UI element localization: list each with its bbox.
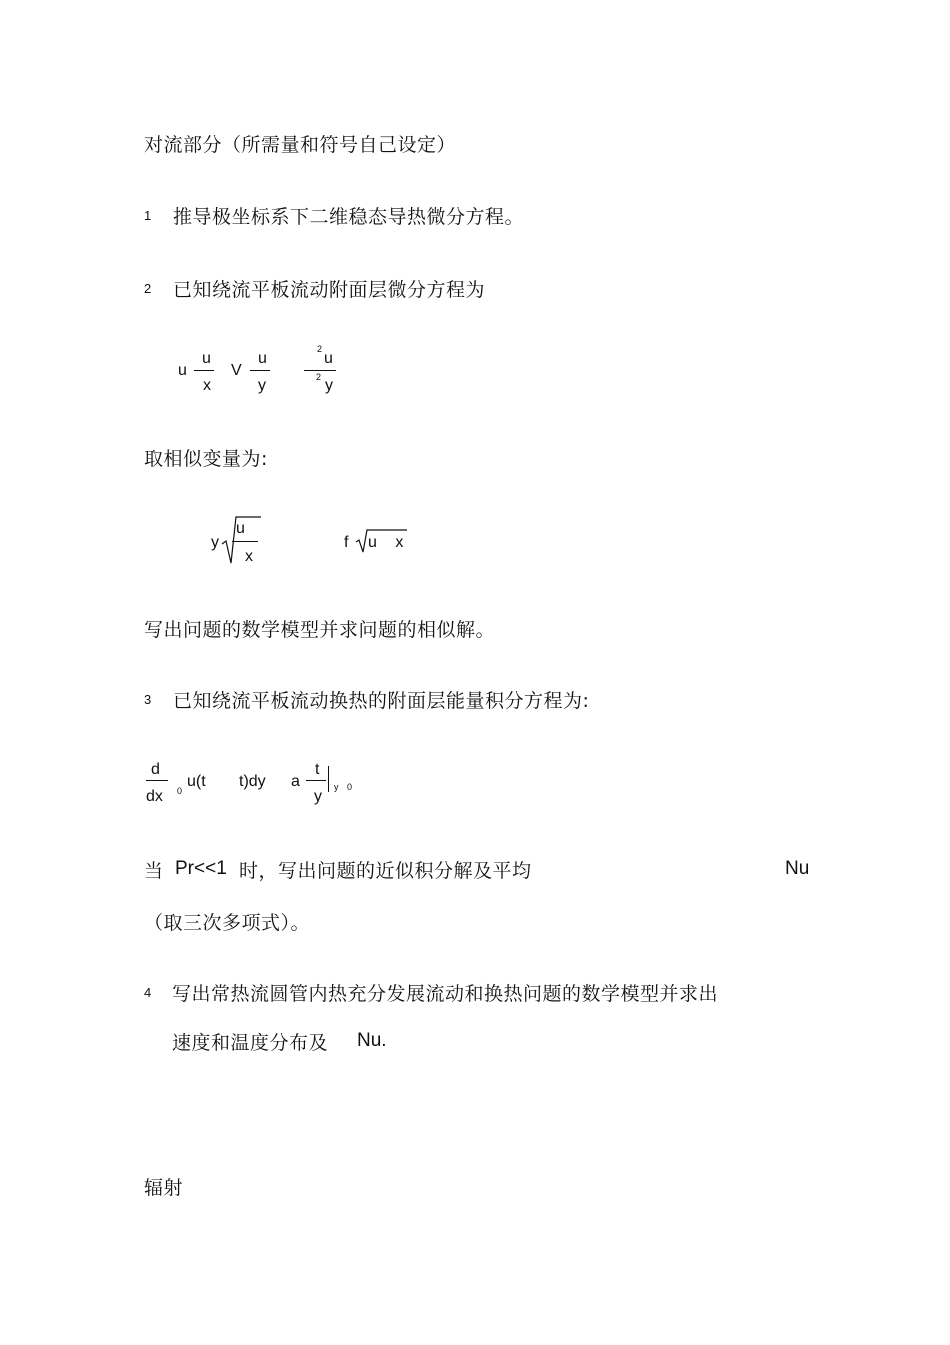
- eq-frac2-den: y: [258, 377, 266, 394]
- eq-frac3-den: y: [325, 377, 333, 394]
- sim-rad-num: u: [236, 520, 245, 537]
- eq3-lower-limit: 0: [177, 786, 183, 796]
- eq3-mid2: t)dy: [239, 773, 266, 790]
- q3-number: 3: [144, 692, 152, 707]
- sim-y: y: [211, 534, 219, 551]
- q4-line2: 速度和温度分布及: [172, 1032, 329, 1054]
- sim-f: f: [344, 534, 349, 551]
- q3-text: 已知绕流平板流动换热的附面层能量积分方程为:: [173, 690, 590, 712]
- q2-task: 写出问题的数学模型并求问题的相似解。: [144, 619, 496, 641]
- eq-u: u: [178, 362, 187, 379]
- eq-frac1-den: x: [203, 377, 211, 394]
- q1-number: 1: [144, 208, 152, 223]
- eq-frac3-exp-bot: 2: [316, 372, 322, 382]
- eq-frac2-bar: [250, 370, 270, 371]
- q1-text: 推导极坐标系下二维稳态导热微分方程。: [173, 206, 525, 228]
- eq3-a: a: [291, 773, 300, 790]
- eq3-eval-bar: [328, 766, 329, 792]
- eq3-d-den: dx: [146, 788, 163, 805]
- q4-text: 写出常热流圆管内热充分发展流动和换热问题的数学模型并求出: [172, 983, 719, 1005]
- sim-rad-bar: [232, 541, 258, 542]
- q3-cond-text: 时，写出问题的近似积分解及平均: [239, 860, 532, 882]
- q2-text: 已知绕流平板流动附面层微分方程为: [173, 279, 486, 301]
- eq-frac3-exp-top: 2: [317, 344, 323, 354]
- q4-nu: Nu.: [357, 1030, 387, 1051]
- q4-number: 4: [144, 985, 152, 1000]
- q3-cond-pr: Pr<<1: [175, 858, 227, 879]
- q2-number: 2: [144, 281, 152, 296]
- eq3-d-bar: [146, 780, 168, 781]
- sim-rad2: u x: [368, 534, 404, 551]
- q3-cond-line2: （取三次多项式）。: [144, 912, 311, 934]
- q3-cond-prefix: 当: [144, 860, 164, 882]
- eq3-eval: y 0: [334, 782, 353, 792]
- eq-frac1-num: u: [202, 350, 211, 367]
- eq-frac1-bar: [194, 370, 214, 371]
- eq3-mid: u(t: [187, 773, 206, 790]
- eq-frac2-num: u: [258, 350, 267, 367]
- eq-frac3-num: u: [324, 350, 333, 367]
- eq3-t-den: y: [314, 788, 322, 805]
- sim-rad-den: x: [245, 548, 253, 565]
- eq3-d-num: d: [151, 761, 160, 778]
- section-heading-radiation: 辐射: [144, 1177, 184, 1199]
- eq-frac3-bar: [304, 370, 336, 371]
- q3-nu: Nu: [785, 858, 810, 879]
- similarity-label: 取相似变量为:: [144, 448, 268, 470]
- eq3-t-bar: [306, 780, 326, 781]
- eq-v: V: [231, 362, 242, 379]
- section-heading-convection: 对流部分（所需量和符号自己设定）: [144, 134, 457, 156]
- eq3-t-num: t: [315, 761, 320, 778]
